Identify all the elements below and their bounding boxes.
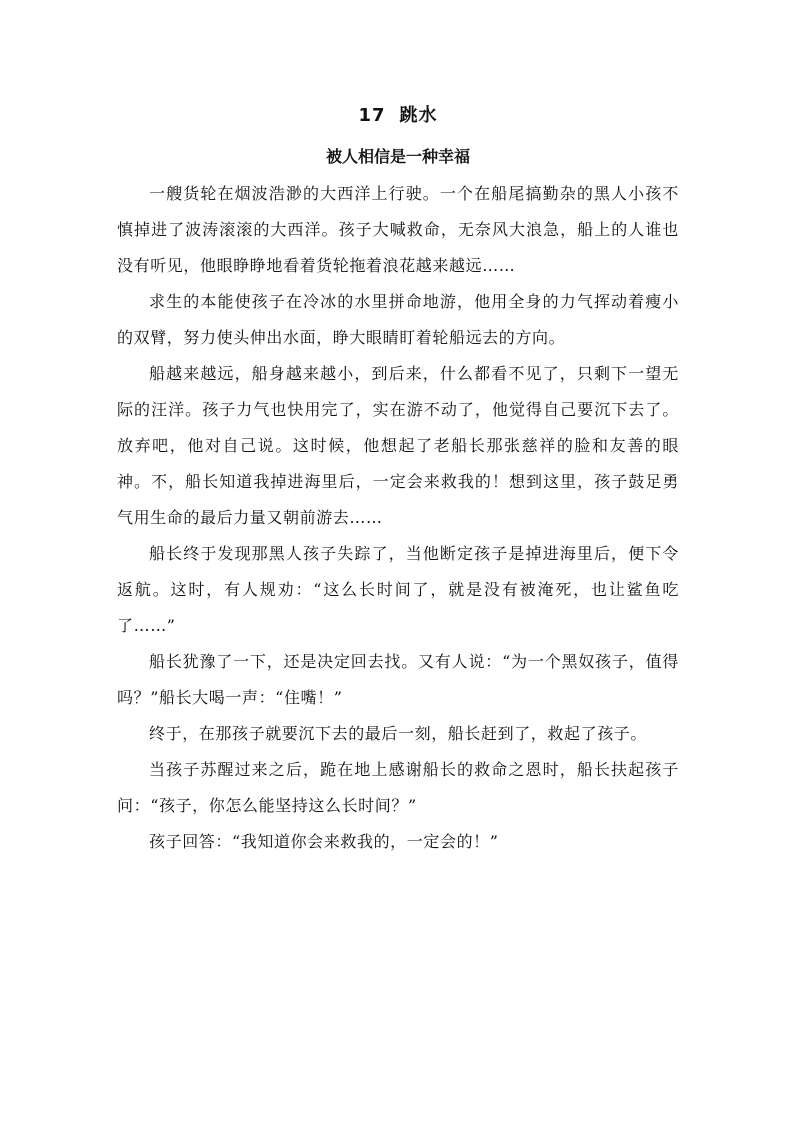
paragraph-5: 船长犹豫了一下，还是决定回去找。又有人说：“为一个黑奴孩子，值得吗？”船长大喝一声：“住嘴！” [117, 652, 679, 707]
article-body [117, 176, 679, 860]
paragraph-7: 当孩子苏醒过来之后，跪在地上感谢船长的救命之恩时，船长扶起孩子问：“孩子，你怎么能坚持这么长时间？” [117, 760, 679, 815]
lesson-number: 17 [358, 105, 386, 126]
paragraph-2: 求生的本能使孩子在冷冰的水里拼命地游，他用全身的力气挥动着瘦小的双臂，努力使头伸出水面，睁大眼睛盯着轮船远去的方向。 [117, 292, 679, 347]
lesson-title [117, 104, 679, 128]
paragraph-8: 孩子回答：“我知道你会来救我的，一定会的！” [149, 832, 499, 851]
paragraph-4: 船长终于发现那黑人孩子失踪了，当他断定孩子是掉进海里后，便下令返航。这时，有人规劝：“这么长时间了，就是没有被淹死，也让鲨鱼吃了……” [117, 544, 679, 635]
paragraph-1: 一艘货轮在烟波浩渺的大西洋上行驶。一个在船尾搞勤杂的黑人小孩不慎掉进了波涛滚滚的大西洋。孩子大喊救命，无奈风大浪急，船上的人谁也没有听见，他眼睁睁地看着货轮拖着浪花越来越远…… [117, 184, 679, 275]
paragraph-6: 终于，在那孩子就要沉下去的最后一刻，船长赶到了，救起了孩子。 [149, 724, 648, 743]
lesson-title-text: 跳水 [399, 105, 438, 126]
paragraph-3: 船越来越远，船身越来越小，到后来，什么都看不见了，只剩下一望无际的汪洋。孩子力气也快用完了，实在游不动了，他觉得自己要沉下去了。放弃吧，他对自己说。这时候，他想起了老船长那张慈祥的脸和友善的眼神。不，船长知道我掉进海里后，一定会来救我的！想到这里，孩子鼓足勇气用生命的最后力量又朝前游去…… [117, 364, 679, 527]
article-subtitle: 被人相信是一种幸福 [325, 147, 470, 166]
document-page [117, 104, 679, 860]
